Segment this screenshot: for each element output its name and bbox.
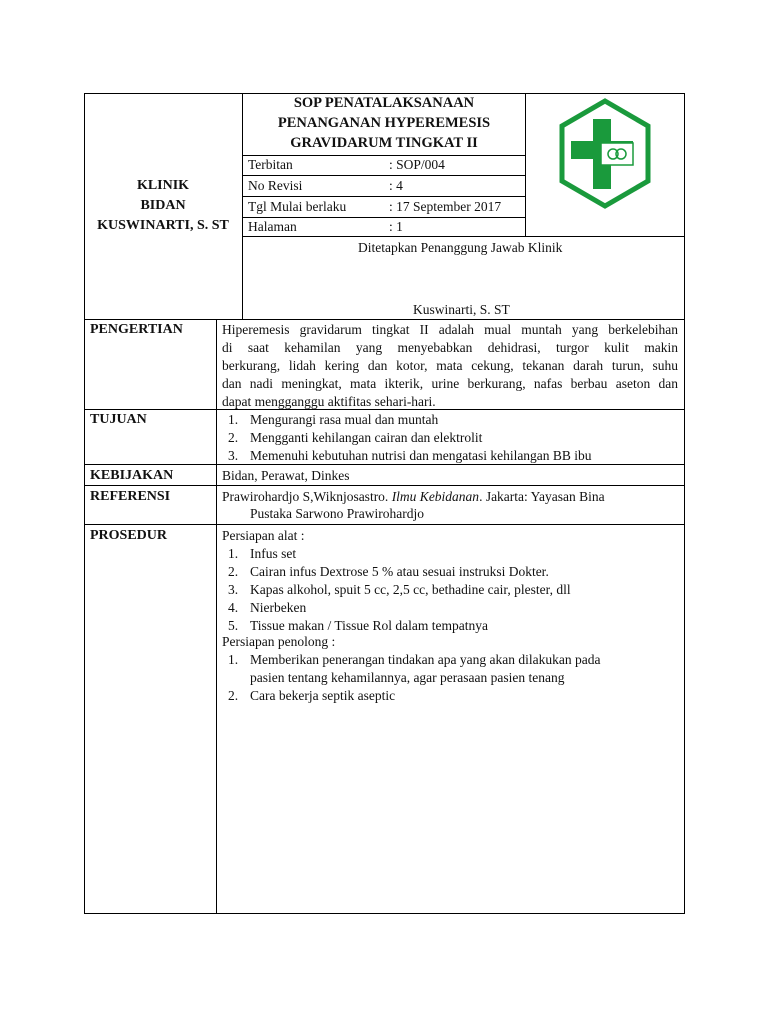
list-number: 1. (228, 412, 239, 427)
pengertian-line: dan nadi meningkat, mata ikterik, urine berkurang, nafas berbau aseton dan (222, 376, 678, 391)
clinic-name-line: KLINIK (136, 178, 190, 193)
clinic-name-line: BIDAN (140, 198, 186, 213)
row-line-prosedur (84, 524, 685, 525)
table-border-bottom (84, 913, 685, 914)
document-title (243, 93, 525, 153)
title-line: SOP PENATALAKSANAAN (293, 95, 475, 111)
list-item-text: Mengganti kehilangan cairan dan elektrolit (250, 430, 483, 445)
referensi-publisher: . Jakarta: Yayasan Bina (479, 489, 605, 504)
meta-label-revisi: No Revisi (248, 178, 303, 193)
list-item (222, 411, 592, 429)
list-item (222, 447, 592, 465)
list-item-text: Memberikan penerangan tindakan apa yang akan dilakukan pada (250, 652, 601, 667)
list-item (222, 563, 571, 581)
pengertian-line: Hiperemesis gravidarum tingkat II adalah mual muntah yang berkelebihan (222, 322, 678, 337)
pengertian-text (222, 321, 678, 411)
list-number: 2. (228, 430, 239, 445)
list-item (222, 545, 571, 563)
referensi-book-title: Ilmu Kebidanan (391, 489, 480, 504)
meta-value-tanggal: : 17 September 2017 (389, 199, 502, 214)
list-item (222, 687, 600, 705)
section-label-tujuan: TUJUAN (90, 412, 147, 427)
meta-label-terbitan: Terbitan (248, 157, 293, 172)
persiapan-penolong-heading: Persiapan penolong : (222, 634, 336, 649)
logo-center-square (601, 143, 633, 165)
clinic-name (84, 176, 242, 236)
title-line: PENANGANAN HYPEREMESIS (277, 115, 491, 131)
meta-label-tanggal: Tgl Mulai berlaku (248, 199, 347, 214)
list-item (222, 581, 571, 599)
meta-value-halaman: : 1 (389, 219, 403, 234)
header-divider-logo (525, 93, 526, 236)
list-number: 3. (228, 582, 239, 597)
clinic-name-line: KUSWINARTI, S. ST (97, 218, 229, 233)
list-item-text: Tissue makan / Tissue Rol dalam tempatnya (250, 618, 489, 633)
persiapan-alat-list (222, 545, 571, 635)
list-item (222, 599, 571, 617)
list-number: 1. (228, 546, 239, 561)
signatory-name: Kuswinarti, S. ST (413, 302, 510, 317)
tujuan-list (222, 411, 592, 465)
meta-label-halaman: Halaman (248, 219, 297, 234)
list-item-text: Memenuhi kebutuhan nutrisi dan mengatasi kehilangan BB ibu (250, 448, 592, 463)
pengertian-line: dapat mengganggu aktifitas sehari-hari. (222, 394, 436, 409)
pengertian-line: di saat kehamilan yang menyebabkan dehidrasi, turgor kulit makin (222, 340, 678, 355)
persiapan-alat-heading: Persiapan alat : (222, 528, 305, 543)
table-border-right (684, 93, 685, 914)
section-label-pengertian: PENGERTIAN (90, 322, 183, 337)
meta-row-line-3 (242, 196, 526, 197)
list-item (222, 651, 600, 669)
pengertian-line: berkurang, lidah kering dan kotor, mata cekung, tekanan darah turun, suhu (222, 358, 678, 373)
meta-value-revisi: : 4 (389, 178, 403, 193)
list-item (222, 429, 592, 447)
persiapan-penolong-list (222, 651, 600, 705)
meta-row-line-2 (242, 175, 526, 176)
list-number: 1. (228, 652, 239, 667)
list-number: 5. (228, 618, 239, 633)
list-item-text: Infus set (250, 546, 297, 561)
ditetapkan-text: Ditetapkan Penanggung Jawab Klinik (358, 240, 563, 255)
list-item-text: Mengurangi rasa mual dan muntah (250, 412, 439, 427)
section-label-kebijakan: KEBIJAKAN (90, 468, 174, 483)
referensi-line-1 (222, 488, 605, 506)
kebijakan-text: Bidan, Perawat, Dinkes (222, 468, 350, 483)
header-bottom-line (84, 319, 685, 320)
referensi-line-2: Pustaka Sarwono Prawirohardjo (250, 506, 424, 521)
list-item-text: Nierbeken (250, 600, 307, 615)
list-number: 3. (228, 448, 239, 463)
row-line-referensi (84, 485, 685, 486)
clinic-logo (557, 97, 653, 210)
list-item-text: Kapas alkohol, spuit 5 cc, 2,5 cc, bethadine cair, plester, dll (250, 582, 571, 597)
list-number: 2. (228, 564, 239, 579)
list-item-text: Cara bekerja septik aseptic (250, 688, 396, 703)
section-label-prosedur: PROSEDUR (90, 528, 168, 543)
referensi-author: Prawirohardjo S,Wiknjosastro. (222, 489, 392, 504)
title-line: GRAVIDARUM TINGKAT II (290, 135, 478, 151)
list-number: 2. (228, 688, 239, 703)
list-item-continuation: pasien tentang kehamilannya, agar perasaan pasien tenang (250, 670, 565, 685)
list-number: 4. (228, 600, 239, 615)
meta-value-terbitan: : SOP/004 (389, 157, 445, 172)
header-ditetapkan-line (242, 236, 685, 237)
list-item-text: Cairan infus Dextrose 5 % atau sesuai instruksi Dokter. (250, 564, 549, 579)
section-label-referensi: REFERENSI (90, 489, 171, 504)
